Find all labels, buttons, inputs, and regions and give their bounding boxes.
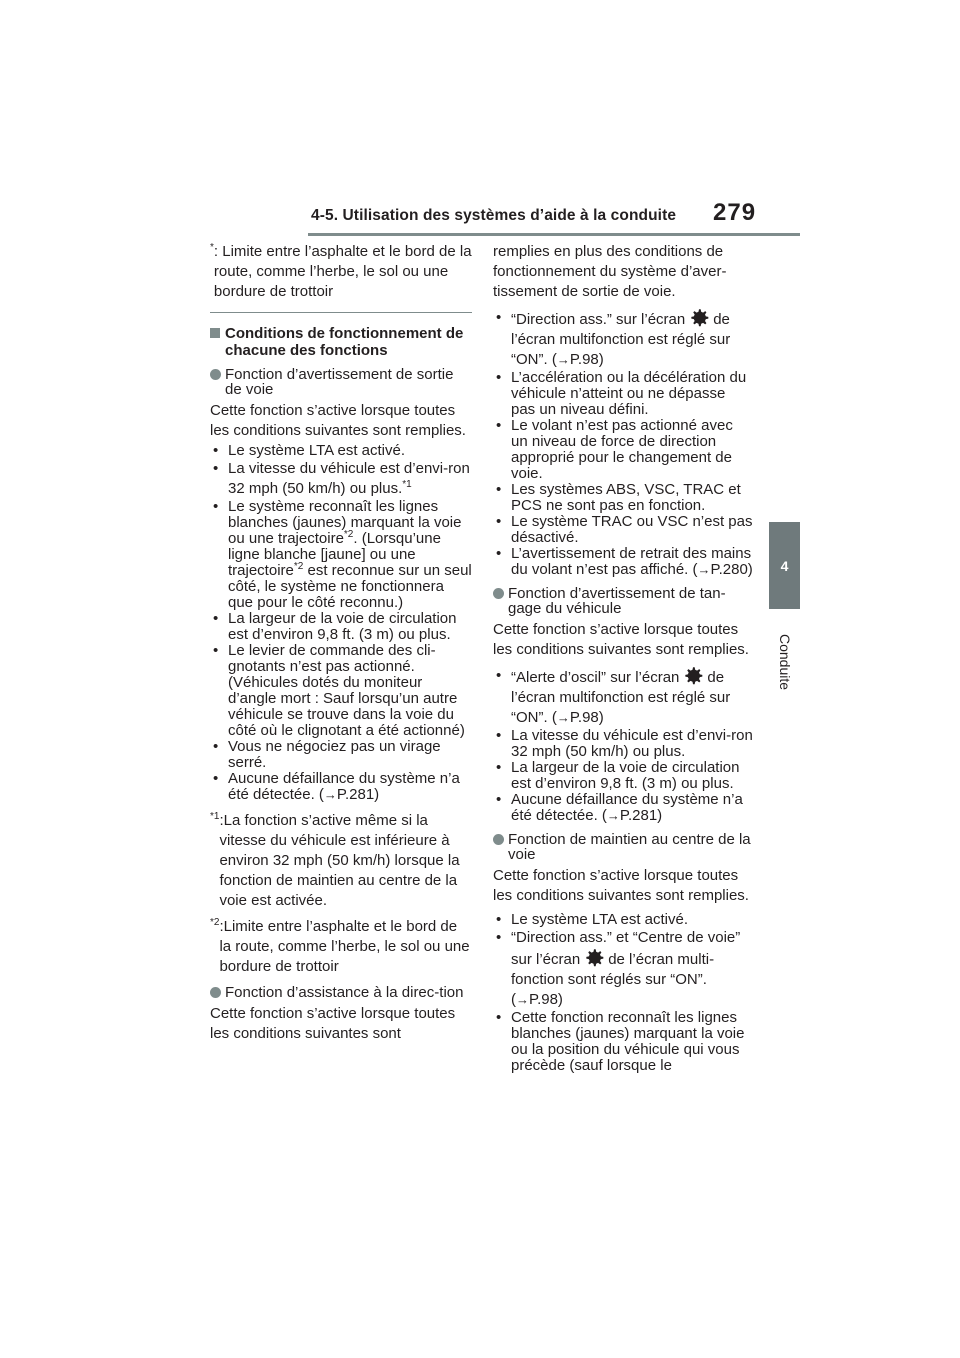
page-reference-link[interactable]: P.281) xyxy=(619,807,663,824)
left-column xyxy=(210,242,472,1046)
chapter-tab[interactable] xyxy=(769,522,800,609)
circle-bullet-icon xyxy=(493,588,504,599)
page-reference-link[interactable]: P.98) xyxy=(569,709,604,726)
chapter-label-vertical: Conduite xyxy=(777,633,794,691)
right-column xyxy=(493,242,753,1074)
list-item: • La vitesse du véhicule est d’envi-ron 32 mph (50 km/h) ou plus. xyxy=(496,727,753,760)
list-item: • Le levier de commande des cli-gnotants n’est pas actionné. (Véhicules dotés du moniteur d’angle mort : Sauf lorsqu’un autre véhicule se trouve dans la voie du côté où le clignotant a été actionné) xyxy=(213,642,465,739)
function-intro: Cette fonction s’active lorsque toutes les conditions suivantes sont remplies. xyxy=(210,402,466,439)
arrow-right-icon: → xyxy=(516,992,529,1007)
arrow-right-icon: → xyxy=(323,787,337,802)
circle-bullet-icon xyxy=(210,369,221,380)
chapter-number: 4 xyxy=(780,557,789,574)
list-item: • La vitesse du véhicule est d’envi-ron 32 mph (50 km/h) ou plus.$^{*1}$ xyxy=(213,460,470,497)
list-item: • Cette fonction reconnaît les lignes blanches (jaunes) marquant la voie ou la position du véhicule qui vous précède (sauf lorsque le xyxy=(496,1009,745,1074)
list-item: • La largeur de la voie de circulation est d’environ 9,8 ft. (3 m) ou plus. xyxy=(213,610,457,643)
arrow-right-icon: → xyxy=(556,352,570,367)
function-intro: Cette fonction s’active lorsque toutes les conditions suivantes sont remplies. xyxy=(493,621,749,658)
function-intro-continued: remplies en plus des conditions de fonctionnement du système d’aver-tissement de sortie de voie. xyxy=(493,243,727,300)
circle-bullet-icon xyxy=(493,834,504,845)
list-item: • L’accélération ou la décélération du véhicule n’atteint ou ne dépasse pas un niveau défini. xyxy=(496,369,747,418)
list-item: • Le système reconnaît les lignes blanches (jaunes) marquant la voie ou une trajectoire$^{*2}$. (Lorsqu’une ligne blanche [jaune] ou une trajectoire$^{*2}$ est reconnue sur un seul côté, le système ne fonctionnera que pour le côté reconnu.) xyxy=(213,498,472,611)
list-item: • Les systèmes ABS, VSC, TRAC et PCS ne sont pas en fonction. xyxy=(496,481,741,514)
page-number: 279 xyxy=(713,199,757,226)
section-divider xyxy=(210,312,472,313)
list-item: • Le système TRAC ou VSC n’est pas désactivé. xyxy=(496,513,753,546)
footnote-2: $^{*2}$ :Limite entre l’asphalte et le bord de la route, comme l’herbe, le sol ou une bordure de trottoir xyxy=(210,917,470,975)
list-item: • Aucune défaillance du système n’a été détectée. (→P.281) xyxy=(496,791,743,824)
settings-gear-icon xyxy=(689,308,709,328)
arrow-right-icon: → xyxy=(697,562,711,577)
footnote-1: $^{*1}$ :La fonction s’active même si la vitesse du véhicule est inférieure à environ 32 mph (50 km/h) lorsque la fonction de maintien au centre de la voie est activée. xyxy=(210,811,460,909)
list-item: • La largeur de la voie de circulation est d’environ 9,8 ft. (3 m) ou plus. xyxy=(496,759,740,792)
list-item: • “Alerte d’oscil” sur l’écran de l’écran multifonction est réglé sur “ON”. (→P.98) xyxy=(496,667,731,726)
list-item: • L’avertissement de retrait des mains du volant n’est pas affiché. (→P.280) xyxy=(496,545,753,578)
function-intro: Cette fonction s’active lorsque toutes les conditions suivantes sont xyxy=(210,1005,456,1042)
arrow-right-icon: → xyxy=(606,808,620,823)
function-title-vehicle-sway-warning: Fonction d’avertissement de tan-gage du véhicule xyxy=(493,586,753,616)
list-item: • Vous ne négociez pas un virage serré. xyxy=(213,738,441,771)
top-footnote: * : Limite entre l’asphalte et le bord de la route, comme l’herbe, le sol ou une bordure de trottoir xyxy=(210,242,472,300)
function-title-steering-assist: Fonction d’assistance à la direc-tion xyxy=(210,985,472,1000)
function-title-lane-centering: Fonction de maintien au centre de la voie xyxy=(493,832,753,862)
settings-gear-icon xyxy=(584,948,604,968)
list-item: • Le système LTA est activé. xyxy=(213,442,406,459)
circle-bullet-icon xyxy=(210,987,221,998)
settings-gear-icon xyxy=(683,666,703,686)
section-heading: Conditions de fonctionnement de chacune des fonctions xyxy=(210,325,472,359)
page-reference-link[interactable]: P.98) xyxy=(569,351,604,368)
list-item: • Le volant n’est pas actionné avec un niveau de force de direction approprié pour le changement de voie. xyxy=(496,417,733,482)
function-title-lane-departure: Fonction d’avertissement de sortie de voie xyxy=(210,367,472,397)
list-item: • Le système LTA est activé. xyxy=(496,911,689,928)
section-header-title: 4-5. Utilisation des systèmes d’aide à la conduite xyxy=(311,207,677,224)
list-item: • “Direction ass.” sur l’écran de l’écran multifonction est réglé sur “ON”. (→P.98) xyxy=(496,309,731,368)
list-item: • “Direction ass.” et “Centre de voie” sur l’écran de l’écran multi-fonction sont réglés sur “ON”. (→P.98) xyxy=(496,929,741,1008)
function-intro: Cette fonction s’active lorsque toutes les conditions suivantes sont remplies. xyxy=(493,867,749,904)
square-bullet-icon xyxy=(210,328,220,338)
page-reference-link[interactable]: P.281) xyxy=(336,786,380,803)
arrow-right-icon: → xyxy=(556,710,570,725)
page-reference-link[interactable]: P.98) xyxy=(529,991,563,1008)
header-rule xyxy=(308,233,800,236)
page-reference-link[interactable]: P.280) xyxy=(710,561,753,578)
list-item: • Aucune défaillance du système n’a été détectée. (→P.281) xyxy=(213,770,460,803)
